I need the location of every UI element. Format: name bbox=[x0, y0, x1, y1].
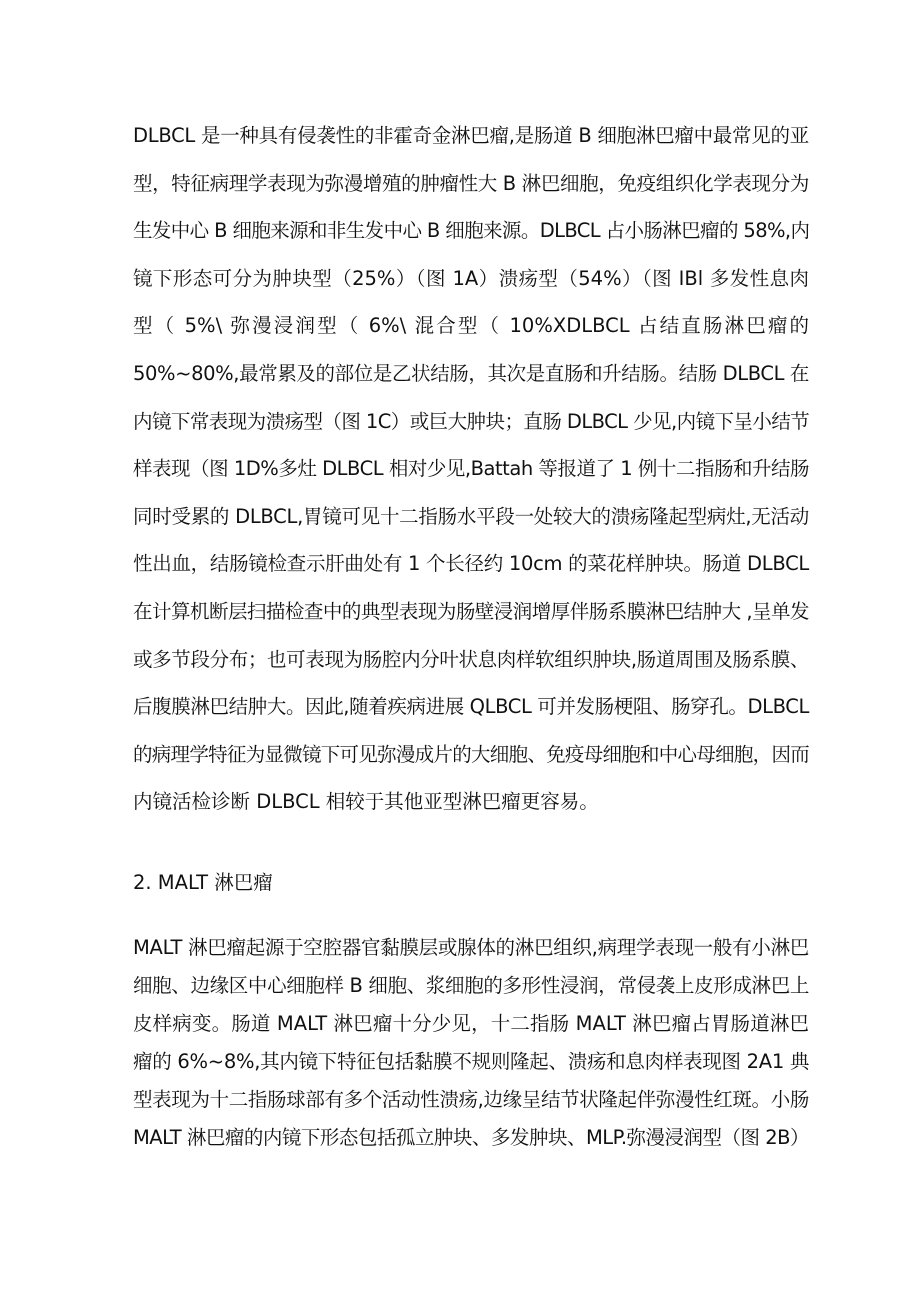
text-line: 型表现为十二指肠球部有多个活动性溃疡,边缘呈结节状隆起伴弥漫性红斑。小肠 bbox=[133, 1088, 809, 1111]
paragraph-dlbcl bbox=[133, 112, 809, 826]
text-line: 型，特征病理学表现为弥漫增殖的肿瘤性大 B 淋巴细胞，免疫组织化学表现分为 bbox=[133, 171, 809, 195]
text-line: 瘤的 6%~8%,其内镜下特征包括黏膜不规则隆起、溃疡和息肉样表现图 2A1 典 bbox=[133, 1050, 810, 1073]
text-line: MALT 淋巴瘤的内镜下形态包括孤立肿块、多发肿块、MLP.弥漫浸润型（图 2B） bbox=[133, 1126, 809, 1149]
section-heading-text: 2. MALT 淋巴瘤 bbox=[133, 871, 273, 894]
text-line: 内镜下常表现为溃疡型（图 1C）或巨大肿块；直肠 DLBCL 少见,内镜下呈小结节 bbox=[133, 409, 810, 433]
text-line: 样表现（图 1D%多灶 DLBCL 相对少见,Battah 等报道了 1 例十二指肠和升结肠 bbox=[133, 457, 810, 481]
text-line: 细胞、边缘区中心细胞样 B 细胞、浆细胞的多形性浸润，常侵袭上皮形成淋巴上 bbox=[133, 974, 809, 997]
text-line: 的病理学特征为显微镜下可见弥漫成片的大细胞、免疫母细胞和中心母细胞，因而 bbox=[133, 742, 810, 766]
text-line: 50%~80%,最常累及的部位是乙状结肠，其次是直肠和升结肠。结肠 DLBCL 在 bbox=[133, 361, 810, 385]
text-line: 内镜活检诊断 DLBCL 相较于其他亚型淋巴瘤更容易。 bbox=[133, 790, 599, 814]
text-line: 型（ 5%\ 弥漫浸润型（ 6%\ 混合型（ 10%XDLBCL 占结直肠淋巴瘤的 bbox=[133, 314, 809, 338]
text-line: 同时受累的 DLBCL,胃镜可见十二指肠水平段一处较大的溃疡隆起型病灶,无活动 bbox=[133, 504, 809, 528]
text-line: 在计算机断层扫描检查中的典型表现为肠壁浸润增厚伴肠系膜淋巴结肿大 ,呈单发 bbox=[133, 599, 809, 623]
text-line: 性出血，结肠镜检查示肝曲处有 1 个长径约 10cm 的菜花样肿块。肠道 DLBCL bbox=[133, 552, 809, 576]
text-line: 或多节段分布；也可表现为肠腔内分叶状息肉样软组织肿块,肠道周围及肠系膜、 bbox=[133, 647, 809, 671]
paragraph-malt bbox=[133, 929, 809, 1157]
text-line: 后腹膜淋巴结肿大。因此,随着疾病进展 QLBCL 可并发肠梗阻、肠穿孔。DLBCL bbox=[133, 695, 809, 719]
text-line: DLBCL 是一种具有侵袭性的非霍奇金淋巴瘤,是肠道 B 细胞淋巴瘤中最常见的亚 bbox=[133, 124, 809, 147]
text-line: 镜下形态可分为肿块型（25%）（图 1A）溃疡型（54%）（图 IBl 多发性息肉 bbox=[133, 266, 809, 290]
text-line: MALT 淋巴瘤起源于空腔器官黏膜层或腺体的淋巴组织,病理学表现一般有小淋巴 bbox=[133, 936, 809, 959]
section-heading bbox=[133, 866, 809, 900]
text-line: 皮样病变。肠道 MALT 淋巴瘤十分少见，十二指肠 MALT 淋巴瘤占胃肠道淋巴 bbox=[133, 1012, 809, 1035]
text-line: 生发中心 B 细胞来源和非生发中心 B 细胞来源。DLBCL 占小肠淋巴瘤的 58%,内 bbox=[133, 219, 810, 243]
